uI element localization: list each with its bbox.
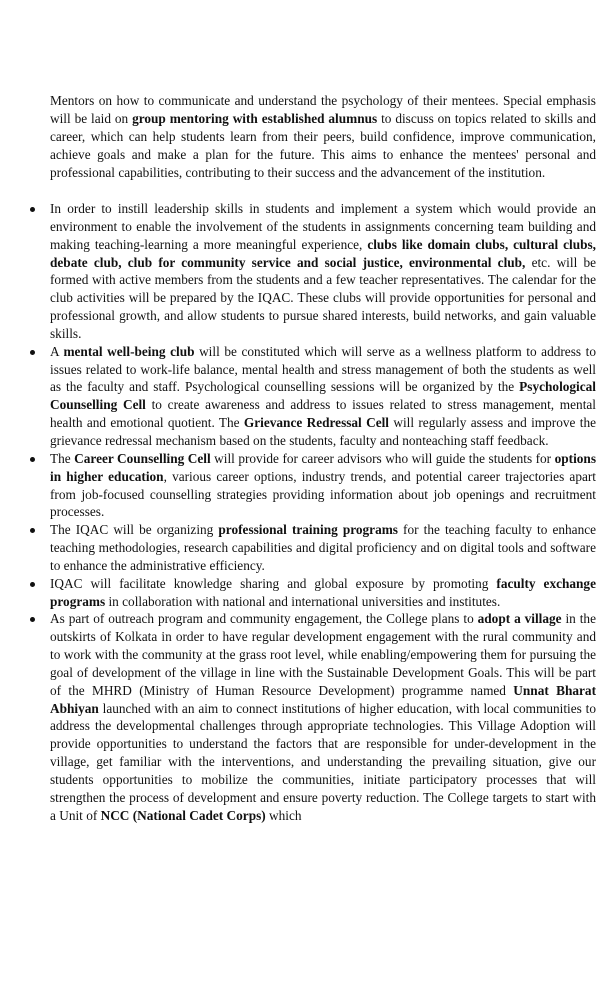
text-run: will regularly assess and improve the grievance redressal mechanism based on the students, faculty and nonteaching staff feedback. (50, 415, 596, 448)
text-run: to create awareness and address to issues related to stress management, mental health and emotional quotient. The (50, 397, 596, 431)
text-run: A (50, 343, 64, 359)
text-run: IQAC will facilitate knowledge sharing and global exposure by promoting (50, 575, 497, 591)
text-run: for the teaching faculty to enhance teaching methodologies, research capabilities and digital proficiency and on digital tools and software to enhance the administrative efficiency. (50, 522, 597, 573)
bold-run: Career Counselling Cell (74, 450, 211, 466)
bullet-clubs (50, 200, 596, 343)
bold-run: Psychological Counselling Cell (50, 379, 596, 413)
text-run: etc. will be formed with active members from the students and a few teacher representatives. The calendar for the club activities will be prepared by the IQAC. These clubs will provide opportunities for personal and professional growth, and allow students to pursue shared interests, build networks, and gain valuable skills. (50, 254, 596, 341)
bullet-dot-icon (30, 582, 35, 587)
text-run: in collaboration with national and international universities and institutes. (105, 593, 501, 609)
bold-run: NCC (National Cadet Corps) (100, 807, 266, 823)
bullet-professional-training (50, 521, 596, 575)
bold-run: clubs like domain clubs, cultural clubs, debate club, club for community service and social justice, environmental club, (50, 236, 596, 270)
bullet-dot-icon (30, 457, 35, 462)
text-run: In order to instill leadership skills in students and implement a system which would provide an environment to enable the involvement of the students in assignments concerning team building and making teaching-learning a more meaningful experience, (50, 201, 596, 252)
text-run: will be constituted which will serve as a wellness platform to address to issues related to work-life balance, mental health and stress management of both the students as well as the faculty and staff. Psychological counselling sessions will be organized by the (50, 343, 596, 395)
bold-run: Grievance Redressal Cell (243, 415, 389, 431)
bullet-career-counselling (50, 450, 596, 521)
bullet-list (50, 200, 596, 825)
text-run: launched with an aim to connect institutions of higher education, with local communities to address the developmental challenges through appropriate technologies. This Village Adoption will provide opportunities to understand the factors that are responsible for under-development in the village, get familiar with the interventions, and understanding the prevailing situation, give our students opportunities to mobilize the communities, initiate participatory processes that will strengthen the process of development and ensure poverty reduction. The College targets to start with a Unit of (50, 700, 596, 823)
bullet-dot-icon (30, 207, 35, 212)
bold-run: mental well-being club (63, 343, 195, 359)
bold-run: professional training programs (218, 522, 398, 538)
text-run: to discuss on topics related to skills and career, which can help students learn from their peers, build confidence, improve communication, achieve goals and make a plan for the future. This aims to enhance the mentees' personal and professional capabilities, contributing to their success and the advancement of the institution. (50, 111, 596, 181)
bold-run: Unnat Bharat Abhiyan (50, 682, 596, 716)
text-run: will provide for career advisors who will guide the students for (210, 450, 555, 466)
text-run: which (265, 807, 302, 823)
text-run: The IQAC will be organizing (50, 522, 219, 538)
bold-run: faculty exchange programs (50, 575, 596, 609)
bullet-village-adoption (50, 610, 596, 824)
bullet-faculty-exchange (50, 575, 596, 611)
text-run: in the outskirts of Kolkata in order to have regular development engagement with the rural community and to work with the community at the grass root level, while enabling/empowering them for pursuing the goal of development of the village in line with the Sustainable Development Goals. This will be part of the MHRD (Ministry of Human Resource Development) programme named (50, 611, 596, 698)
continued-paragraph (50, 92, 596, 182)
bullet-dot-icon (30, 528, 35, 533)
bold-run: adopt a village (477, 611, 562, 627)
text-run: , various career options, industry trends, and potential career trajectories apart from job-focused counselling strategies providing information about job openings and recruitment processes. (50, 468, 597, 520)
text-run: Mentors on how to communicate and understand the psychology of their mentees. Special emphasis will be laid on (50, 93, 596, 127)
text-run: As part of outreach program and community engagement, the College plans to (50, 611, 478, 627)
bold-run: group mentoring with established alumnus (132, 111, 378, 127)
bullet-dot-icon (30, 350, 35, 355)
bullet-dot-icon (30, 617, 35, 622)
bold-run: options in higher education (50, 450, 596, 484)
bullet-mental-well-being (50, 343, 596, 450)
text-run: The (50, 450, 75, 466)
